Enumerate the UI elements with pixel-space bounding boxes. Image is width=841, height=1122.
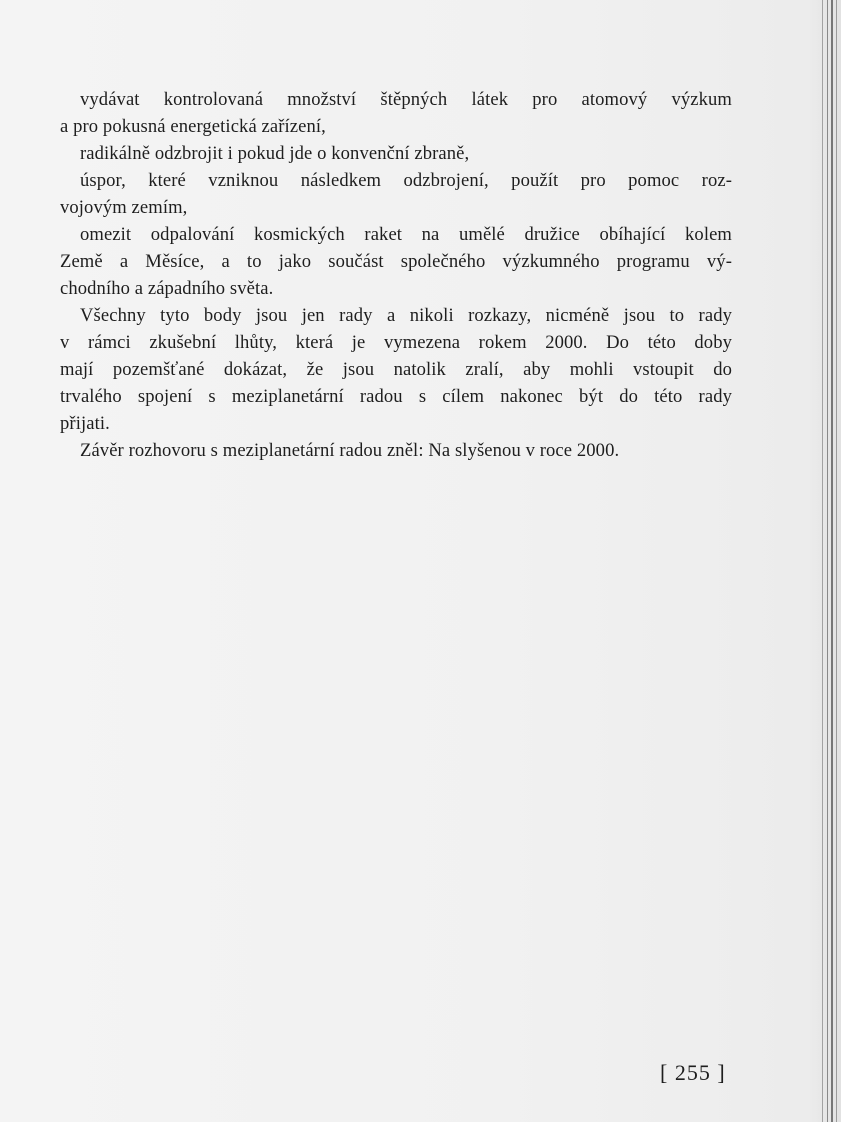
text-line: trvalého spojení s meziplanetární radou s cílem nakonec být do této rady — [60, 386, 732, 407]
text-line: vydávat kontrolovaná množství štěpných látek pro atomový výzkum — [80, 89, 732, 110]
page-edge — [822, 0, 823, 1122]
page-number: [ 255 ] — [660, 1060, 726, 1085]
text-line: úspor, které vzniknou následkem odzbrojení, použít pro pomoc roz- — [80, 170, 732, 191]
text-line: a pro pokusná energetická zařízení, — [60, 116, 326, 137]
body-text — [60, 86, 732, 464]
text-line: v rámci zkušební lhůty, která je vymezena rokem 2000. Do této doby — [60, 332, 732, 353]
page-edge — [836, 0, 837, 1122]
page-edge — [831, 0, 833, 1122]
text-line: Všechny tyto body jsou jen rady a nikoli rozkazy, nicméně jsou to rady — [80, 305, 732, 326]
text-line: omezit odpalování kosmických raket na umělé družice obíhající kolem — [80, 224, 732, 245]
text-line: Země a Měsíce, a to jako součást společného výzkumného programu vý- — [60, 251, 732, 272]
text-line: radikálně odzbrojit i pokud jde o konvenční zbraně, — [80, 143, 470, 164]
text-line: mají pozemšťané dokázat, že jsou natolik zralí, aby mohli vstoupit do — [60, 359, 732, 380]
text-line: přijati. — [60, 413, 110, 434]
text-line: chodního a západního světa. — [60, 278, 274, 299]
page-edge — [827, 0, 828, 1122]
text-line: vojovým zemím, — [60, 197, 188, 218]
text-line: Závěr rozhovoru s meziplanetární radou zněl: Na slyšenou v roce 2000. — [80, 440, 620, 461]
